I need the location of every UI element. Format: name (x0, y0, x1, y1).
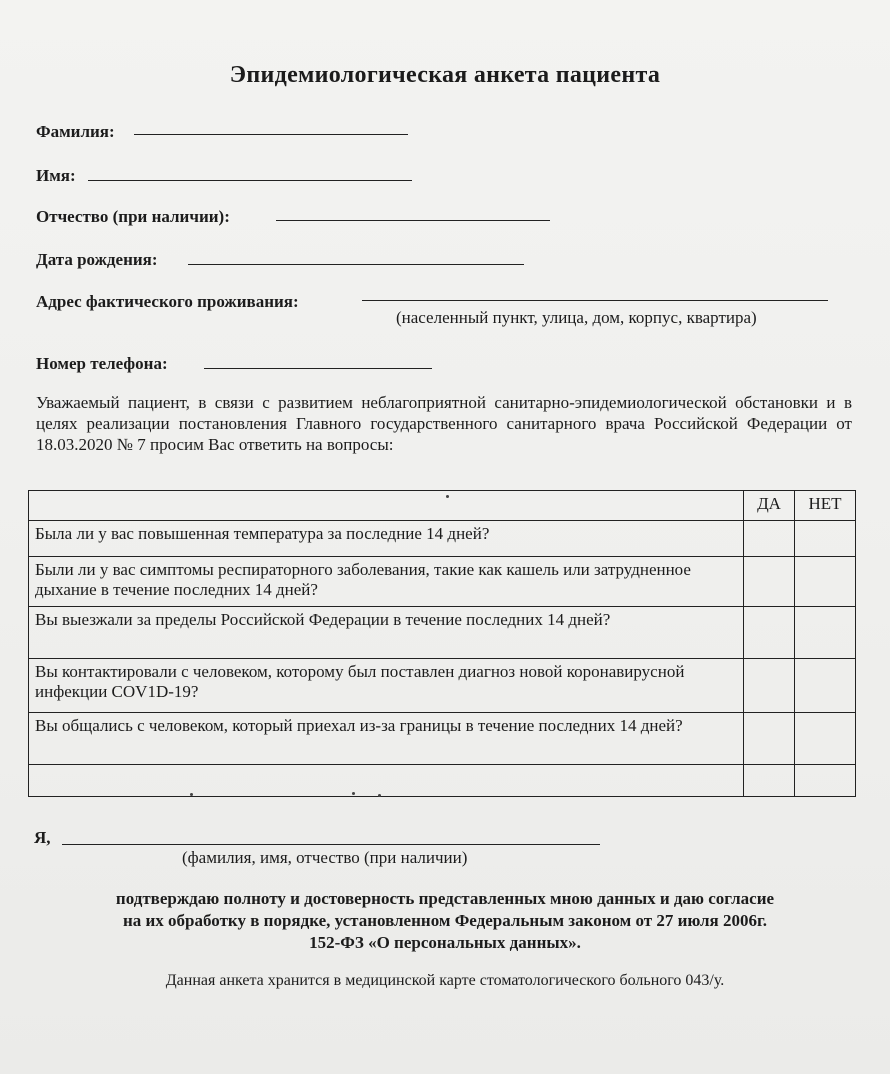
question-text: Вы общались с человеком, который приехал из-за границы в течение последних 14 дней? (29, 713, 744, 765)
answer-yes-cell[interactable] (744, 607, 795, 659)
birth-date-field[interactable] (188, 264, 524, 265)
answer-no-cell[interactable] (795, 713, 856, 765)
column-yes-header: ДА (744, 491, 795, 521)
table-header-row (29, 491, 856, 521)
column-no-header: НЕТ (795, 491, 856, 521)
answer-yes-cell[interactable] (744, 713, 795, 765)
answer-no-cell[interactable] (795, 607, 856, 659)
answer-no-cell[interactable] (795, 521, 856, 557)
answer-yes-cell[interactable] (744, 765, 795, 797)
questions-table (28, 490, 856, 797)
name-field[interactable] (88, 180, 412, 181)
table-row-empty (29, 765, 856, 797)
signature-field[interactable] (62, 844, 600, 845)
confirmation-text (20, 888, 870, 954)
name-label: Имя: (36, 166, 76, 185)
address-label: Адрес фактического проживания: (36, 292, 299, 311)
question-text: Были ли у вас симптомы респираторного заболевания, такие как кашель или затрудненное дыхание в течение последних 14 дней? (29, 557, 744, 607)
birth-date-label: Дата рождения: (36, 250, 158, 269)
table-row (29, 607, 856, 659)
address-hint: (населенный пункт, улица, дом, корпус, квартира) (396, 308, 757, 327)
question-text-empty (29, 765, 744, 797)
signature-hint: (фамилия, имя, отчество (при наличии) (182, 848, 468, 867)
signature-prefix: Я, (34, 828, 51, 847)
scan-speck (446, 495, 449, 498)
question-text: Была ли у вас повышенная температура за последние 14 дней? (29, 521, 744, 557)
phone-label: Номер телефона: (36, 354, 168, 373)
surname-label: Фамилия: (36, 122, 115, 141)
page-title: Эпидемиологическая анкета пациента (229, 62, 661, 88)
confirmation-line: на их обработку в порядке, установленном Федеральным законом от 27 июля 2006г. (122, 911, 768, 930)
answer-yes-cell[interactable] (744, 521, 795, 557)
question-text: Вы контактировали с человеком, которому был поставлен диагноз новой коронавирусной инфекции COV1D-19? (29, 659, 744, 713)
confirmation-line: подтверждаю полноту и достоверность представленных мною данных и даю согласие (115, 889, 775, 908)
question-text: Вы выезжали за пределы Российской Федерации в течение последних 14 дней? (29, 607, 744, 659)
intro-paragraph: Уважаемый пациент, в связи с развитием неблагоприятной санитарно-эпидемиологической обстановки и в целях реализации постановления Главного государственного санитарного врача Российской Федерации от 18.03.2020 № 7 просим Вас ответить на вопросы: (36, 393, 852, 454)
table-row (29, 557, 856, 607)
answer-no-cell[interactable] (795, 765, 856, 797)
table-row (29, 659, 856, 713)
patronymic-field[interactable] (276, 220, 550, 221)
answer-no-cell[interactable] (795, 659, 856, 713)
scan-speck (352, 792, 355, 795)
address-field[interactable] (362, 300, 828, 301)
answer-yes-cell[interactable] (744, 557, 795, 607)
surname-field[interactable] (134, 134, 408, 135)
patronymic-label: Отчество (при наличии): (36, 207, 230, 226)
phone-field[interactable] (204, 368, 432, 369)
table-row (29, 521, 856, 557)
table-header-question (29, 491, 744, 521)
scan-speck (190, 793, 193, 796)
table-row (29, 713, 856, 765)
answer-yes-cell[interactable] (744, 659, 795, 713)
scan-speck (378, 794, 381, 797)
storage-note: Данная анкета хранится в медицинской карте стоматологического больного 043/у. (165, 972, 725, 989)
confirmation-line: 152-ФЗ «О персональных данных». (309, 933, 581, 952)
answer-no-cell[interactable] (795, 557, 856, 607)
